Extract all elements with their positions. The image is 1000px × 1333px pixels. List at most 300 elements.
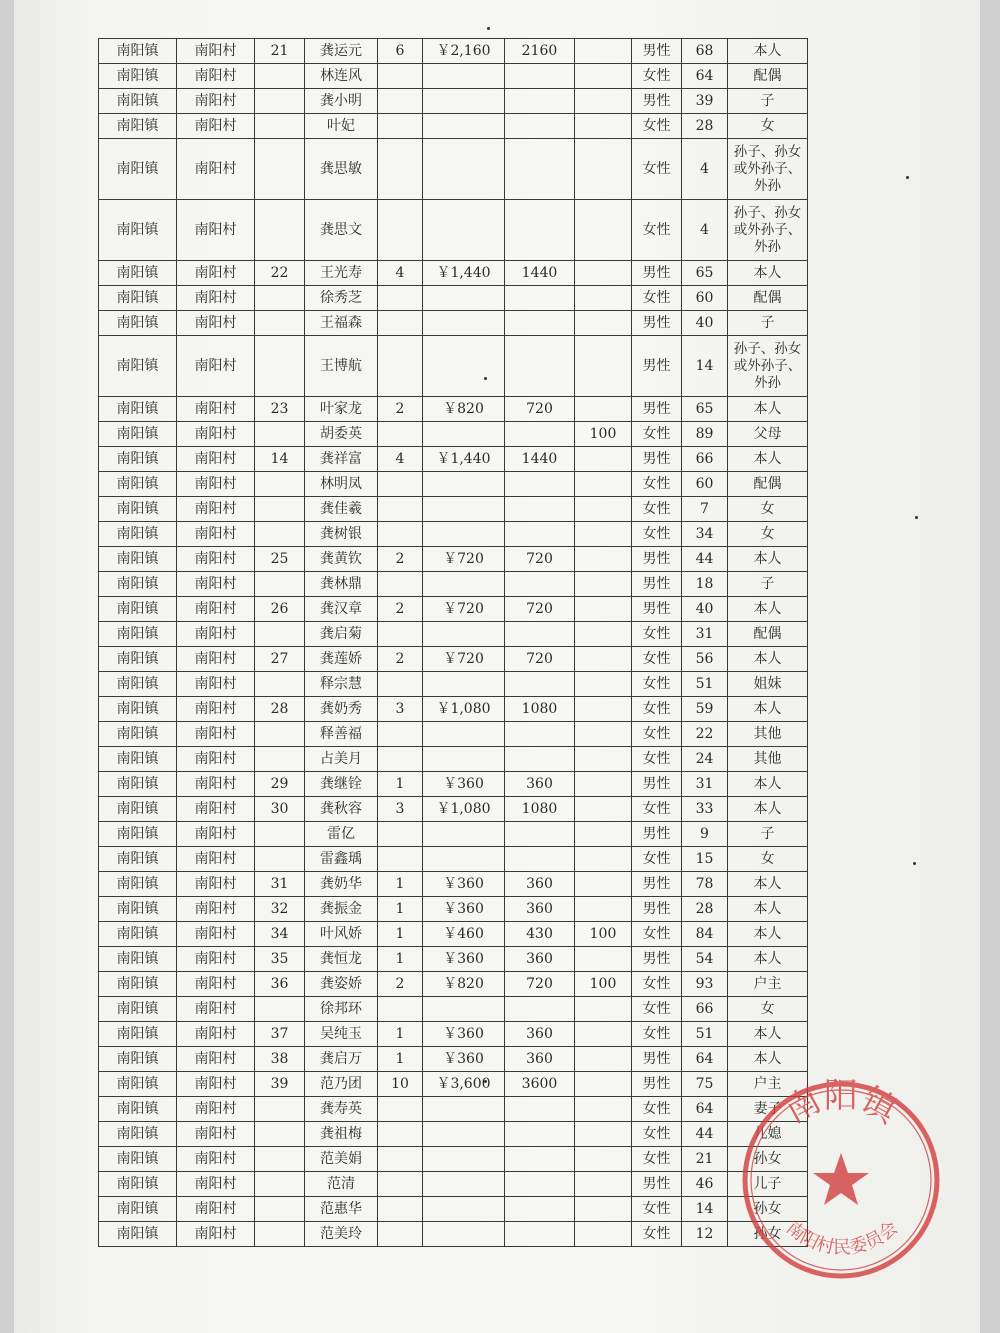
cell-amount [423, 747, 505, 772]
table-row [99, 672, 808, 697]
cell-count [378, 286, 423, 311]
cell-age: 46 [682, 1172, 728, 1197]
table-row [99, 497, 808, 522]
cell-extra [575, 261, 632, 286]
cell-extra [575, 847, 632, 872]
table-row [99, 1122, 808, 1147]
cell-rel: 姐妹 [728, 672, 808, 697]
cell-town: 南阳镇 [99, 872, 177, 897]
cell-age: 18 [682, 572, 728, 597]
cell-num [505, 286, 575, 311]
cell-count [378, 472, 423, 497]
cell-age: 12 [682, 1222, 728, 1247]
cell-gender: 女性 [632, 522, 682, 547]
cell-town: 南阳镇 [99, 772, 177, 797]
cell-town: 南阳镇 [99, 286, 177, 311]
cell-num: 720 [505, 547, 575, 572]
table-row [99, 697, 808, 722]
cell-town: 南阳镇 [99, 947, 177, 972]
cell-amount [423, 286, 505, 311]
cell-village: 南阳村 [177, 497, 255, 522]
cell-extra [575, 39, 632, 64]
cell-count [378, 1147, 423, 1172]
cell-rel: 本人 [728, 261, 808, 286]
cell-rel: 本人 [728, 922, 808, 947]
table-row [99, 1147, 808, 1172]
cell-rel: 女 [728, 497, 808, 522]
cell-gender: 女性 [632, 747, 682, 772]
cell-num: 360 [505, 897, 575, 922]
cell-rel: 妻子 [728, 1097, 808, 1122]
cell-name: 龚继铨 [305, 772, 378, 797]
cell-gender: 男性 [632, 822, 682, 847]
cell-amount: ￥360 [423, 872, 505, 897]
cell-gender: 男性 [632, 1172, 682, 1197]
official-seal [736, 1075, 946, 1285]
cell-age: 65 [682, 261, 728, 286]
cell-name: 龚佳羲 [305, 497, 378, 522]
cell-gender: 男性 [632, 572, 682, 597]
cell-rel: 孙子、孙女或外孙子、外孙 [728, 200, 808, 261]
cell-age: 66 [682, 447, 728, 472]
cell-name: 龚启万 [305, 1047, 378, 1072]
cell-gender: 女性 [632, 922, 682, 947]
cell-amount [423, 139, 505, 200]
cell-no: 39 [255, 1072, 305, 1097]
cell-num: 720 [505, 597, 575, 622]
cell-extra [575, 647, 632, 672]
cell-extra [575, 547, 632, 572]
table-row [99, 1197, 808, 1222]
cell-count: 1 [378, 772, 423, 797]
cell-extra [575, 997, 632, 1022]
cell-extra [575, 497, 632, 522]
cell-extra [575, 1197, 632, 1222]
cell-gender: 女性 [632, 1222, 682, 1247]
cell-num [505, 847, 575, 872]
cell-num [505, 1197, 575, 1222]
cell-num: 1440 [505, 447, 575, 472]
cell-gender: 女性 [632, 286, 682, 311]
cell-town: 南阳镇 [99, 1222, 177, 1247]
table-row [99, 139, 808, 200]
cell-age: 66 [682, 997, 728, 1022]
cell-name: 吴纯玉 [305, 1022, 378, 1047]
cell-town: 南阳镇 [99, 797, 177, 822]
cell-num: 1440 [505, 261, 575, 286]
cell-count [378, 64, 423, 89]
cell-village: 南阳村 [177, 1122, 255, 1147]
cell-no [255, 747, 305, 772]
cell-age: 60 [682, 286, 728, 311]
cell-name: 范美娟 [305, 1147, 378, 1172]
cell-no [255, 622, 305, 647]
cell-town: 南阳镇 [99, 447, 177, 472]
cell-gender: 女性 [632, 672, 682, 697]
table-row [99, 572, 808, 597]
cell-no: 22 [255, 261, 305, 286]
cell-name: 范清 [305, 1172, 378, 1197]
cell-num [505, 747, 575, 772]
cell-extra [575, 1072, 632, 1097]
cell-amount: ￥360 [423, 1047, 505, 1072]
cell-amount: ￥820 [423, 397, 505, 422]
cell-num [505, 497, 575, 522]
cell-gender: 女性 [632, 497, 682, 522]
cell-count: 1 [378, 897, 423, 922]
cell-no: 31 [255, 872, 305, 897]
cell-extra [575, 572, 632, 597]
cell-village: 南阳村 [177, 447, 255, 472]
cell-amount: ￥360 [423, 897, 505, 922]
cell-count: 2 [378, 597, 423, 622]
cell-town: 南阳镇 [99, 1022, 177, 1047]
cell-gender: 女性 [632, 847, 682, 872]
cell-age: 65 [682, 397, 728, 422]
table-row [99, 747, 808, 772]
cell-age: 44 [682, 547, 728, 572]
cell-extra: 100 [575, 922, 632, 947]
cell-num: 3600 [505, 1072, 575, 1097]
cell-rel: 孙子、孙女或外孙子、外孙 [728, 139, 808, 200]
cell-no [255, 722, 305, 747]
cell-no [255, 1172, 305, 1197]
cell-num [505, 422, 575, 447]
cell-rel: 本人 [728, 947, 808, 972]
cell-rel: 本人 [728, 647, 808, 672]
table-row [99, 997, 808, 1022]
cell-rel: 本人 [728, 397, 808, 422]
cell-no: 21 [255, 39, 305, 64]
cell-amount [423, 847, 505, 872]
cell-extra: 100 [575, 422, 632, 447]
cell-rel: 配偶 [728, 64, 808, 89]
cell-town: 南阳镇 [99, 139, 177, 200]
cell-amount [423, 1097, 505, 1122]
table-row [99, 422, 808, 447]
cell-town: 南阳镇 [99, 722, 177, 747]
cell-village: 南阳村 [177, 1072, 255, 1097]
cell-gender: 女性 [632, 1147, 682, 1172]
cell-village: 南阳村 [177, 1197, 255, 1222]
cell-num [505, 622, 575, 647]
cell-town: 南阳镇 [99, 261, 177, 286]
cell-num [505, 64, 575, 89]
cell-age: 60 [682, 472, 728, 497]
table-row [99, 64, 808, 89]
table-row [99, 1172, 808, 1197]
cell-age: 68 [682, 39, 728, 64]
cell-name: 龚运元 [305, 39, 378, 64]
cell-rel: 本人 [728, 897, 808, 922]
cell-num: 360 [505, 772, 575, 797]
cell-village: 南阳村 [177, 261, 255, 286]
cell-no [255, 336, 305, 397]
cell-rel: 子 [728, 822, 808, 847]
cell-count [378, 572, 423, 597]
cell-amount [423, 64, 505, 89]
cell-village: 南阳村 [177, 114, 255, 139]
cell-town: 南阳镇 [99, 972, 177, 997]
cell-count [378, 311, 423, 336]
cell-gender: 女性 [632, 472, 682, 497]
cell-name: 范惠华 [305, 1197, 378, 1222]
cell-village: 南阳村 [177, 772, 255, 797]
cell-count [378, 622, 423, 647]
cell-extra [575, 1172, 632, 1197]
table-row [99, 647, 808, 672]
cell-num: 1080 [505, 697, 575, 722]
cell-village: 南阳村 [177, 872, 255, 897]
cell-count: 4 [378, 261, 423, 286]
cell-village: 南阳村 [177, 647, 255, 672]
cell-amount [423, 1122, 505, 1147]
table-row [99, 200, 808, 261]
cell-extra [575, 722, 632, 747]
cell-gender: 女性 [632, 1197, 682, 1222]
cell-name: 占美月 [305, 747, 378, 772]
cell-town: 南阳镇 [99, 822, 177, 847]
cell-age: 89 [682, 422, 728, 447]
cell-village: 南阳村 [177, 1172, 255, 1197]
table-row [99, 1072, 808, 1097]
cell-name: 徐邦环 [305, 997, 378, 1022]
cell-no: 26 [255, 597, 305, 622]
cell-num [505, 89, 575, 114]
cell-no [255, 114, 305, 139]
cell-count: 1 [378, 1022, 423, 1047]
cell-rel: 户主 [728, 1072, 808, 1097]
cell-name: 龚姿娇 [305, 972, 378, 997]
cell-amount [423, 422, 505, 447]
speck [906, 176, 909, 179]
cell-town: 南阳镇 [99, 522, 177, 547]
cell-town: 南阳镇 [99, 547, 177, 572]
cell-amount: ￥3,600 [423, 1072, 505, 1097]
cell-gender: 男性 [632, 89, 682, 114]
cell-name: 龚振金 [305, 897, 378, 922]
cell-rel: 子 [728, 311, 808, 336]
cell-gender: 男性 [632, 39, 682, 64]
seal-ring [745, 1076, 937, 1276]
household-table [98, 38, 808, 1247]
table-row [99, 622, 808, 647]
cell-age: 31 [682, 622, 728, 647]
cell-amount [423, 472, 505, 497]
cell-extra [575, 139, 632, 200]
cell-rel: 孙女 [728, 1197, 808, 1222]
cell-num: 720 [505, 397, 575, 422]
cell-no [255, 672, 305, 697]
cell-no [255, 64, 305, 89]
cell-name: 龚奶秀 [305, 697, 378, 722]
cell-count [378, 997, 423, 1022]
cell-gender: 男性 [632, 447, 682, 472]
cell-gender: 男性 [632, 397, 682, 422]
cell-town: 南阳镇 [99, 1097, 177, 1122]
cell-num: 360 [505, 872, 575, 897]
cell-village: 南阳村 [177, 797, 255, 822]
table-row [99, 897, 808, 922]
cell-age: 84 [682, 922, 728, 947]
cell-amount [423, 114, 505, 139]
cell-extra [575, 947, 632, 972]
cell-age: 9 [682, 822, 728, 847]
table-row [99, 472, 808, 497]
cell-name: 林连风 [305, 64, 378, 89]
cell-gender: 女性 [632, 139, 682, 200]
cell-no [255, 422, 305, 447]
cell-gender: 男性 [632, 1047, 682, 1072]
cell-amount: ￥1,080 [423, 697, 505, 722]
cell-count: 4 [378, 447, 423, 472]
cell-name: 龚思敏 [305, 139, 378, 200]
cell-num [505, 672, 575, 697]
cell-num [505, 114, 575, 139]
cell-rel: 儿子 [728, 1172, 808, 1197]
cell-village: 南阳村 [177, 622, 255, 647]
table-row [99, 822, 808, 847]
cell-village: 南阳村 [177, 672, 255, 697]
table-row [99, 722, 808, 747]
table-row [99, 522, 808, 547]
cell-no [255, 572, 305, 597]
cell-num [505, 311, 575, 336]
cell-num [505, 1172, 575, 1197]
cell-rel: 本人 [728, 547, 808, 572]
cell-rel: 本人 [728, 1022, 808, 1047]
cell-age: 59 [682, 697, 728, 722]
cell-age: 40 [682, 311, 728, 336]
cell-rel: 本人 [728, 447, 808, 472]
cell-num [505, 997, 575, 1022]
cell-town: 南阳镇 [99, 597, 177, 622]
cell-no [255, 89, 305, 114]
cell-village: 南阳村 [177, 847, 255, 872]
cell-no [255, 1097, 305, 1122]
cell-amount: ￥1,440 [423, 261, 505, 286]
cell-age: 64 [682, 1047, 728, 1072]
cell-village: 南阳村 [177, 522, 255, 547]
cell-name: 龚秋容 [305, 797, 378, 822]
cell-count [378, 1172, 423, 1197]
cell-rel: 户主 [728, 972, 808, 997]
seal-top-text: 南阳镇 [778, 1076, 904, 1132]
cell-amount: ￥2,160 [423, 39, 505, 64]
cell-count: 1 [378, 922, 423, 947]
cell-no [255, 1122, 305, 1147]
cell-town: 南阳镇 [99, 64, 177, 89]
cell-village: 南阳村 [177, 336, 255, 397]
cell-count: 1 [378, 947, 423, 972]
cell-gender: 女性 [632, 114, 682, 139]
table-row [99, 447, 808, 472]
cell-amount [423, 1197, 505, 1222]
cell-village: 南阳村 [177, 64, 255, 89]
cell-name: 叶妃 [305, 114, 378, 139]
cell-village: 南阳村 [177, 422, 255, 447]
cell-extra [575, 897, 632, 922]
cell-amount: ￥460 [423, 922, 505, 947]
cell-amount: ￥1,080 [423, 797, 505, 822]
cell-gender: 女性 [632, 997, 682, 1022]
cell-rel: 本人 [728, 772, 808, 797]
cell-no: 36 [255, 972, 305, 997]
table-row [99, 286, 808, 311]
cell-rel: 儿媳 [728, 1122, 808, 1147]
cell-age: 7 [682, 497, 728, 522]
cell-age: 22 [682, 722, 728, 747]
cell-no [255, 286, 305, 311]
cell-rel: 本人 [728, 697, 808, 722]
cell-num [505, 1122, 575, 1147]
table-row [99, 972, 808, 997]
cell-village: 南阳村 [177, 597, 255, 622]
cell-gender: 男性 [632, 772, 682, 797]
cell-num: 720 [505, 647, 575, 672]
cell-no: 27 [255, 647, 305, 672]
cell-age: 44 [682, 1122, 728, 1147]
cell-age: 54 [682, 947, 728, 972]
cell-extra [575, 1222, 632, 1247]
cell-age: 24 [682, 747, 728, 772]
cell-count: 3 [378, 697, 423, 722]
cell-extra [575, 597, 632, 622]
table-row [99, 597, 808, 622]
cell-gender: 男性 [632, 947, 682, 972]
cell-extra [575, 311, 632, 336]
cell-extra [575, 1147, 632, 1172]
cell-town: 南阳镇 [99, 1072, 177, 1097]
cell-num [505, 336, 575, 397]
cell-extra [575, 1047, 632, 1072]
cell-num [505, 722, 575, 747]
cell-rel: 女 [728, 114, 808, 139]
cell-no: 37 [255, 1022, 305, 1047]
cell-name: 王博航 [305, 336, 378, 397]
cell-age: 78 [682, 872, 728, 897]
cell-rel: 配偶 [728, 622, 808, 647]
cell-name: 徐秀芝 [305, 286, 378, 311]
cell-rel: 父母 [728, 422, 808, 447]
cell-no: 34 [255, 922, 305, 947]
table-row [99, 1047, 808, 1072]
cell-count [378, 336, 423, 397]
cell-count [378, 822, 423, 847]
cell-gender: 男性 [632, 1072, 682, 1097]
cell-extra [575, 872, 632, 897]
cell-village: 南阳村 [177, 1222, 255, 1247]
cell-amount [423, 336, 505, 397]
cell-rel: 本人 [728, 1047, 808, 1072]
cell-rel: 孙女 [728, 1147, 808, 1172]
cell-village: 南阳村 [177, 547, 255, 572]
cell-extra [575, 772, 632, 797]
cell-town: 南阳镇 [99, 397, 177, 422]
cell-rel: 本人 [728, 597, 808, 622]
cell-no [255, 497, 305, 522]
cell-amount [423, 622, 505, 647]
cell-village: 南阳村 [177, 139, 255, 200]
cell-village: 南阳村 [177, 397, 255, 422]
cell-gender: 男性 [632, 261, 682, 286]
cell-age: 64 [682, 64, 728, 89]
cell-count [378, 114, 423, 139]
cell-rel: 孙子、孙女或外孙子、外孙 [728, 336, 808, 397]
table-row [99, 797, 808, 822]
cell-num [505, 572, 575, 597]
cell-village: 南阳村 [177, 922, 255, 947]
